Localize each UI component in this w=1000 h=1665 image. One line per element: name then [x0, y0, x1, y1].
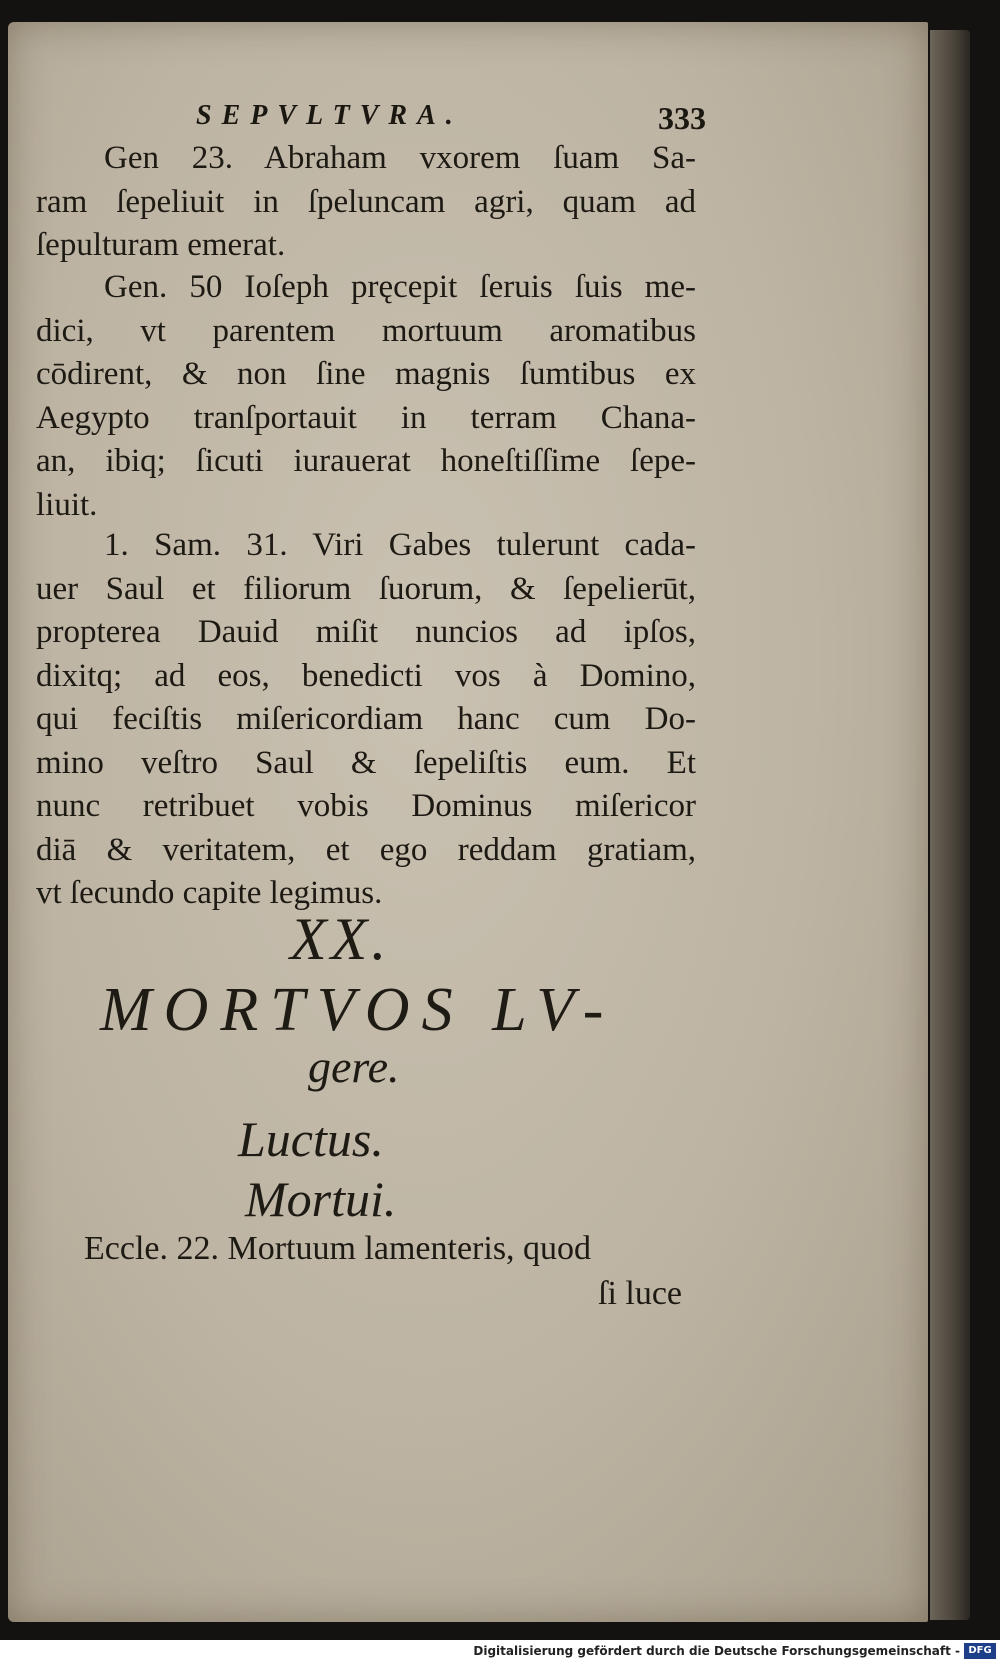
citation-ecclesiasticus: Eccle. 22. Mortuum lamenteris, quod [84, 1230, 592, 1267]
text-line: cōdirent, & non ſine magnis ſumtibus ex [36, 356, 696, 392]
section-title-continuation: gere. [308, 1041, 400, 1092]
section-number: XX. [290, 906, 391, 972]
dfg-logo-icon: DFG [964, 1643, 996, 1659]
text-line: diā & veritatem, et ego reddam gratiam, [36, 831, 696, 868]
topic-mortui: Mortui. [245, 1171, 397, 1227]
paragraph-genesis-50 [36, 266, 696, 527]
text-line: liuit. [36, 486, 98, 523]
text-line: Gen. 50 Ioſeph pręcepit ſeruis ſuis me- [104, 269, 696, 305]
text-line: dici, vt parentem mortuum aromatibus [36, 312, 696, 349]
text-line: an, ibiq; ſicuti iurauerat honeſtiſſime ſepe- [36, 443, 696, 479]
text-line: dixitq; ad eos, benedicti vos à Domino, [36, 657, 696, 694]
funding-credit: Digitalisierung gefördert durch die Deutsche Forschungsgemeinschaft - [473, 1644, 960, 1658]
text-line: uer Saul et filiorum ſuorum, & ſepelierūt, [36, 570, 696, 607]
topic-luctus: Luctus. [238, 1111, 384, 1167]
text-line: Aegypto tranſportauit in terram Chana- [36, 399, 696, 436]
running-header [196, 100, 706, 140]
text-line: vt ſecundo capite legimus. [36, 875, 383, 911]
footer-bar [0, 1640, 1000, 1665]
text-line: ſepulturam emerat. [36, 227, 286, 263]
paragraph-genesis-23 [36, 137, 696, 268]
text-line: Gen 23. Abraham vxorem ſuam Sa- [104, 140, 696, 176]
paragraph-samuel-31 [36, 524, 696, 916]
page-number: 333 [658, 100, 706, 136]
page-edge [930, 30, 970, 1620]
section-title: MORTVOS LV- [100, 976, 616, 1044]
text-line: ram ſepeliuit in ſpeluncam agri, quam ad [36, 183, 696, 220]
text-line: 1. Sam. 31. Viri Gabes tulerunt cada- [104, 527, 696, 563]
running-title: SEPVLTVRA. [196, 100, 463, 131]
text-line: propterea Dauid miſit nuncios ad ipſos, [36, 614, 696, 650]
text-line: nunc retribuet vobis Dominus miſericor [36, 788, 696, 824]
text-line: mino veſtro Saul & ſepeliſtis eum. Et [36, 744, 696, 781]
text-line: qui feciſtis miſericordiam hanc cum Do- [36, 701, 696, 737]
catchword: ſi luce [598, 1275, 683, 1312]
